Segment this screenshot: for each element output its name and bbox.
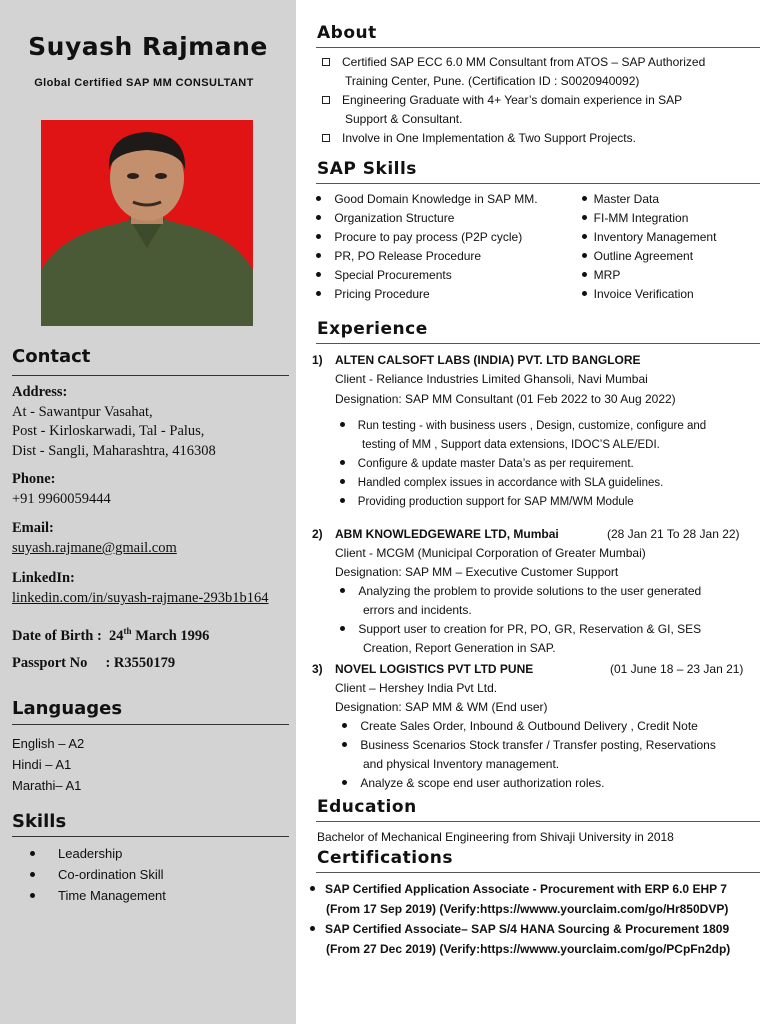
address-block	[12, 383, 216, 461]
address-line: At - Sawantpur Vasahat,	[12, 403, 153, 420]
sap-skill-item: FI-MM Integration	[582, 209, 762, 228]
job-point-cont: testing of MM , Support data extensions, IDOC’S ALE/EDI.	[362, 439, 660, 451]
job-client: Client - MCGM (Municipal Corporation of Greater Mumbai)	[335, 546, 646, 560]
job-point: Run testing - with business users , Design, customize, configure and	[340, 417, 760, 436]
candidate-name: Suyash Rajmane	[28, 32, 268, 61]
about-item-cont: Support & Consultant.	[345, 112, 463, 126]
bullet-icon	[30, 893, 35, 898]
sap-skill-item: Procure to pay process (P2P cycle)	[316, 228, 576, 247]
job-company: ABM KNOWLEDGEWARE LTD, Mumbai	[335, 527, 559, 541]
certifications-list	[310, 879, 765, 959]
bullet-icon	[316, 215, 321, 220]
job-point-cont: and physical Inventory management.	[363, 757, 560, 771]
job-point: Providing production support for SAP MM/WM Module	[340, 493, 760, 512]
email-label: Email:	[12, 520, 54, 536]
job-point: Analyzing the problem to provide solutions to the user generated	[340, 582, 760, 601]
bullet-icon	[310, 886, 315, 891]
sap-skills-divider	[316, 183, 760, 184]
job-company: NOVEL LOGISTICS PVT LTD PUNE	[335, 662, 534, 676]
bullet-icon	[316, 272, 321, 277]
sap-skill-item: Special Procurements	[316, 266, 576, 285]
bullet-icon	[316, 196, 321, 201]
bullet-icon	[30, 851, 35, 856]
bullet-icon	[340, 479, 345, 484]
skills-heading: Skills	[12, 811, 67, 832]
dob-label: Date of Birth :	[12, 627, 102, 644]
job-point: Handled complex issues in accordance with SLA guidelines.	[340, 474, 760, 493]
about-list	[322, 53, 762, 148]
bullet-icon	[316, 253, 321, 258]
phone-label: Phone:	[12, 471, 56, 487]
linkedin-block	[12, 568, 269, 608]
about-divider	[316, 47, 760, 48]
bullet-icon	[582, 234, 587, 239]
job-client: Client - Reliance Industries Limited Ghansoli, Navi Mumbai	[335, 372, 648, 386]
language-item: English – A2	[12, 736, 85, 751]
bullet-icon	[342, 780, 347, 785]
sap-skill-item: PR, PO Release Procedure	[316, 247, 576, 266]
certification-item-cont: (From 17 Sep 2019) (Verify:https://wwww.yourclaim.com/go/Hr850DVP)	[326, 902, 729, 916]
bullet-icon	[342, 723, 347, 728]
sap-skill-item: MRP	[582, 266, 762, 285]
sap-skills-right	[582, 190, 762, 304]
candidate-title: Global Certified SAP MM CONSULTANT	[34, 77, 254, 89]
address-label: Address:	[12, 384, 68, 400]
skill-item	[30, 846, 166, 867]
sap-skills-heading: SAP Skills	[317, 159, 417, 179]
email-block	[12, 518, 177, 558]
about-item: Involve in One Implementation & Two Support Projects.	[322, 129, 762, 148]
job-company: ALTEN CALSOFT LABS (INDIA) PVT. LTD BANGLORE	[335, 353, 641, 367]
job-designation: Designation: SAP MM Consultant (01 Feb 2022 to 30 Aug 2022)	[335, 392, 676, 406]
about-item: Engineering Graduate with 4+ Year’s domain experience in SAP	[322, 91, 762, 110]
job-designation: Designation: SAP MM & WM (End user)	[335, 700, 548, 714]
passport-value: : R3550179	[105, 655, 176, 671]
certifications-divider	[316, 872, 760, 873]
skills-divider	[12, 836, 289, 837]
skill-label: Co-ordination Skill	[58, 867, 164, 882]
certification-item: SAP Certified Application Associate - Procurement with ERP 6.0 EHP 7	[310, 879, 765, 899]
sap-skill-item: Inventory Management	[582, 228, 762, 247]
bullet-icon	[340, 460, 345, 465]
passport-row	[12, 655, 175, 672]
checkbox-bullet-icon	[322, 134, 330, 142]
bullet-icon	[342, 742, 347, 747]
education-divider	[316, 821, 760, 822]
education-text: Bachelor of Mechanical Engineering from Shivaji University in 2018	[317, 830, 674, 844]
sap-skills-left	[316, 190, 576, 304]
linkedin-label: LinkedIn:	[12, 570, 75, 586]
about-heading: About	[317, 23, 377, 43]
address-line: Post - Kirloskarwadi, Tal - Palus,	[12, 423, 205, 439]
about-item: Certified SAP ECC 6.0 MM Consultant from ATOS – SAP Authorized	[322, 53, 762, 72]
bullet-icon	[582, 272, 587, 277]
passport-label: Passport No	[12, 655, 88, 671]
dob-row	[12, 626, 209, 645]
sap-skill-item: Master Data	[582, 190, 762, 209]
email-link[interactable]: suyash.rajmane@gmail.com	[12, 540, 177, 556]
bullet-icon	[582, 291, 587, 296]
dob-suffix: th	[123, 626, 132, 636]
skills-list	[30, 846, 166, 909]
checkbox-bullet-icon	[322, 58, 330, 66]
contact-divider	[12, 375, 289, 376]
skill-label: Leadership	[58, 846, 123, 861]
languages-heading: Languages	[12, 698, 123, 719]
bullet-icon	[340, 626, 345, 631]
job-number: 2)	[312, 527, 323, 541]
bullet-icon	[582, 196, 587, 201]
bullet-icon	[310, 926, 315, 931]
skill-item	[30, 867, 166, 888]
sap-skill-item: Outline Agreement	[582, 247, 762, 266]
experience-divider	[316, 343, 760, 344]
language-item: Marathi– A1	[12, 778, 82, 793]
job-number: 3)	[312, 662, 323, 676]
job-point-cont: Creation, Report Generation in SAP.	[363, 641, 556, 655]
language-item: Hindi – A1	[12, 757, 72, 772]
sap-skill-item: Invoice Verification	[582, 285, 762, 304]
address-line: Dist - Sangli, Maharashtra, 416308	[12, 442, 216, 459]
person-silhouette-icon	[41, 120, 253, 326]
job-points	[342, 717, 762, 793]
bullet-icon	[340, 498, 345, 503]
phone-value: +91 9960059444	[12, 491, 111, 507]
profile-photo	[41, 120, 253, 326]
job-dates: (28 Jan 21 To 28 Jan 22)	[607, 527, 740, 541]
job-client: Client – Hershey India Pvt Ltd.	[335, 681, 498, 695]
job-points	[340, 417, 760, 512]
languages-list	[12, 733, 84, 796]
bullet-icon	[340, 588, 345, 593]
job-point: Create Sales Order, Inbound & Outbound Delivery , Credit Note	[342, 717, 762, 736]
job-designation: Designation: SAP MM – Executive Customer Support	[335, 565, 619, 579]
job-point-cont: errors and incidents.	[363, 603, 472, 617]
job-point: Analyze & scope end user authorization roles.	[342, 774, 762, 793]
sap-skill-item: Pricing Procedure	[316, 285, 576, 304]
job-dates: (01 June 18 – 23 Jan 21)	[610, 662, 744, 676]
skill-label: Time Management	[58, 888, 166, 903]
sap-skill-item: Good Domain Knowledge in SAP MM.	[316, 190, 576, 209]
dob-rest: March 1996	[135, 627, 210, 644]
linkedin-link[interactable]: linkedin.com/in/suyash-rajmane-293b1b164	[12, 590, 269, 606]
bullet-icon	[340, 422, 345, 427]
sap-skill-item: Organization Structure	[316, 209, 576, 228]
job-point: Business Scenarios Stock transfer / Transfer posting, Reservations	[342, 736, 762, 755]
experience-heading: Experience	[317, 319, 428, 339]
bullet-icon	[582, 253, 587, 258]
bullet-icon	[582, 215, 587, 220]
about-item-cont: Training Center, Pune. (Certification ID : S0020940092)	[345, 74, 640, 88]
phone-block	[12, 469, 111, 509]
bullet-icon	[316, 234, 321, 239]
job-points	[340, 582, 760, 658]
bullet-icon	[316, 291, 321, 296]
certification-item-cont: (From 27 Dec 2019) (Verify:https://wwww.yourclaim.com/go/PCpFn2dp)	[326, 942, 731, 956]
job-number: 1)	[312, 353, 323, 367]
certifications-heading: Certifications	[317, 848, 453, 868]
languages-divider	[12, 724, 289, 725]
certification-item: SAP Certified Associate– SAP S/4 HANA Sourcing & Procurement 1809	[310, 919, 765, 939]
job-point: Configure & update master Data’s as per requirement.	[340, 455, 760, 474]
skill-item	[30, 888, 166, 909]
education-heading: Education	[317, 797, 417, 817]
contact-heading: Contact	[12, 346, 91, 367]
checkbox-bullet-icon	[322, 96, 330, 104]
job-point: Support user to creation for PR, PO, GR, Reservation & GI, SES	[340, 620, 760, 639]
bullet-icon	[30, 872, 35, 877]
dob-day: 24	[109, 627, 124, 644]
